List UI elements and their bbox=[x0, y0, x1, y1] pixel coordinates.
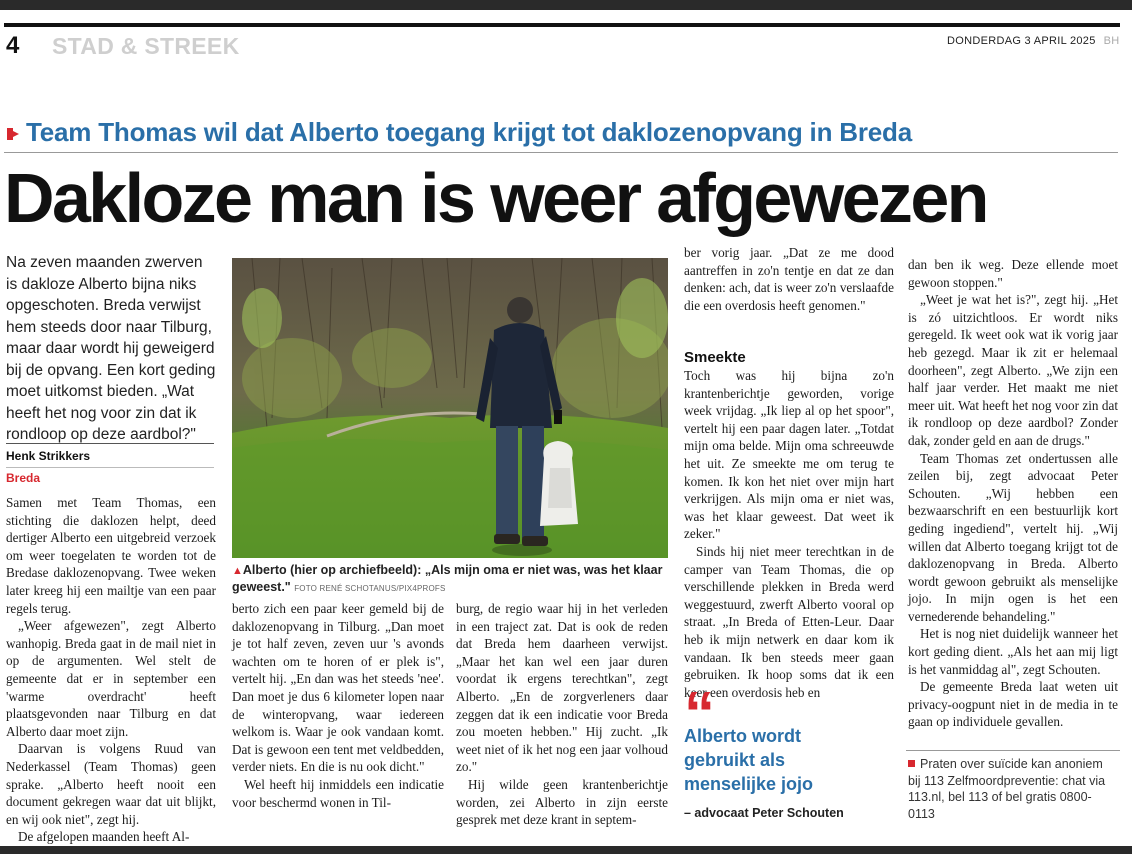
help-divider bbox=[906, 750, 1120, 751]
bullet-square-icon bbox=[908, 760, 915, 767]
caption-text: Alberto (hier op archiefbeeld): „Als mijn oma er niet was, was het klaar geweest." bbox=[232, 563, 663, 594]
byline-divider bbox=[6, 443, 214, 444]
paragraph: Wel heeft hij inmiddels een indicatie voor beschermd wonen in Til- bbox=[232, 776, 444, 810]
article-column-3 bbox=[456, 600, 668, 829]
header-rule bbox=[4, 23, 1120, 27]
page-number: 4 bbox=[6, 32, 20, 59]
paragraph: Daarvan is volgens Ruud van Nederkassel (Team Thomas) geen sprake. „Alberto heeft nooit een document gekregen waar dat uit blijkt, en wij ook niet", zegt hij. bbox=[6, 741, 216, 827]
intro-lead: Na zeven maanden zwerven is dakloze Alberto bijna niks opgeschoten. Breda verwijst hem steeds door naar Tilburg, maar daar wordt hij geweigerd bij de opvang. Een kort geding moet uitkomst bieden. „Wat heeft het nog voor zin dat ik rondloop op deze aardbol?" bbox=[6, 254, 216, 443]
bottom-border bbox=[0, 846, 1132, 854]
paragraph: Samen met Team Thomas, een stichting die daklozen helpt, deed dertiger Alberto een uitgebreid verzoek om weer toegelaten te worden tot de Bredase daklozenopvang. Twee weken later kreeg hij een mailtje van een paar regels terug. bbox=[6, 495, 216, 616]
paragraph: De gemeente Breda laat weten uit privacy-oogpunt niet in de media in te gaan op individuele gevallen. bbox=[908, 679, 1118, 730]
paragraph: burg, de regio waar hij in het verleden in een traject zat. Dat is ook de reden dat Breda hem daarheen verwijst. „Maar het kan wel een jaar duren voordat ik ergens terechtkan", zegt Alberto. „En de zorgverleners daar zeggen dat ik een indicatie voor Breda zou moeten hebben." Hij zucht. „Ik weet niet of ik het nog een jaar volhoud zo." bbox=[456, 601, 668, 775]
dateline-location: Breda bbox=[6, 471, 41, 485]
paragraph: Toch was hij bijna zo'n krantenberichtje geworden, vorige week vrijdag. „Ik liep al op het spoor", vertelt hij een paar dagen later. „Totdat mijn oma belde. Mijn oma schreeuwde het uit. Ze smeekte me om terug te komen. Ik kon het niet over mijn hart verkrijgen. Als mijn oma er niet was, was het klaar geweest. Dat weet ik zeker." bbox=[684, 368, 894, 542]
subhead: Smeekte bbox=[684, 349, 746, 366]
photo-caption bbox=[232, 562, 668, 597]
pull-quote: Alberto wordt gebruikt als menselijke jojo bbox=[684, 726, 814, 794]
article-column-1 bbox=[6, 494, 216, 846]
paragraph: berto zich een paar keer gemeld bij de daklozenopvang in Tilburg. „Dan moet je tot half zeven, zeven uur 's avonds wachten om te horen of er plek is", vertelt hij. „En dan was het steeds 'nee'. Dan moet je dus 6 kilometer lopen naar de winteropvang, waar iedereen welkom is. Waar je ook vandaan komt. Dat is gewoon een tent met veldbedden, verder niets. En die is nu ook dicht." bbox=[232, 601, 444, 775]
quote-mark-icon: “ bbox=[684, 680, 711, 749]
article-column-2 bbox=[232, 600, 444, 811]
top-border bbox=[0, 0, 1132, 10]
help-text: Praten over suïcide kan anoniem bij 113 Zelfmoordpreventie: chat via 113.nl, bel 113 of bel gratis 0800-0113 bbox=[908, 757, 1106, 821]
author-name: Henk Strikkers bbox=[6, 449, 91, 463]
paragraph: dan ben ik weg. Deze ellende moet gewoon stoppen." bbox=[908, 257, 1118, 290]
issue-date bbox=[947, 35, 1120, 47]
byline-divider-2 bbox=[6, 467, 214, 468]
kicker-arrow-icon bbox=[7, 128, 19, 140]
kicker: Team Thomas wil dat Alberto toegang krijgt tot daklozenopvang in Breda bbox=[26, 117, 912, 147]
suicide-prevention-note bbox=[908, 756, 1116, 822]
caption-triangle-icon: ▲ bbox=[232, 565, 243, 577]
paragraph: Hij wilde geen krantenberichtje worden, zei Alberto in zijn eerste gesprek met deze krant in septem- bbox=[456, 776, 668, 828]
kicker-divider bbox=[4, 152, 1118, 153]
article-column-5 bbox=[908, 256, 1118, 731]
article-column-4 bbox=[684, 367, 894, 701]
section-name: STAD & STREEK bbox=[52, 33, 240, 59]
paragraph: „Weet je wat het is?", zegt hij. „Het is zó uitzichtloos. Er wordt niks geregeld. Ik weet ook wat ik vorig jaar heb gezegd. Maar ik zit er helemaal doorheen", zegt Alberto. „We zijn een half jaar verder. Het maakt me niet meer uit. Wat heeft het nog voor zin dat ik rondloop op deze aardbol? Zonder dak, zonder geld en aan de drugs." bbox=[908, 292, 1118, 448]
date-text: DONDERDAG 3 APRIL 2025 bbox=[947, 35, 1096, 47]
headline: Dakloze man is weer afgewezen bbox=[4, 159, 987, 237]
article-photo bbox=[232, 258, 668, 558]
paragraph: „Weer afgewezen", zegt Alberto wanhopig. Breda gaat in de mail niet in op de argumenten. Wel stelt de gemeente dat er in september een 'warme overdracht' heeft plaatsgevonden naar Tilburg en dat Alberto daar moet zijn. bbox=[6, 618, 216, 739]
article-column-4-top bbox=[684, 244, 894, 314]
brand-mark: BH bbox=[1103, 35, 1120, 47]
paragraph: Team Thomas zet ondertussen alle zeilen bij, zegt advocaat Peter Schouten. „Wij hebben een bezwaarschrift en een bestuurlijk kort geding ingediend", vertelt hij. „Wij willen dat Alberto toegang krijgt tot de daklozenopvang in Breda. Alberto wordt gewoon gebruikt als menselijke jojo. In mijn ogen is het een vernederende behandeling." bbox=[908, 450, 1118, 624]
paragraph: ber vorig jaar. „Dat ze me dood aantreffen in zo'n tentje en dat ze dan denken: ach, dat is weer zo'n verslaafde die een overdosis heeft genomen." bbox=[684, 245, 894, 313]
paragraph: Sinds hij niet meer terechtkan in de camper van Team Thomas, die op verschillende plekken in Breda werd weggestuurd, zwerft Alberto vooral op straat. „In Breda of Etten-Leur. Daar heb ik mijn netwerk en daar kom ik vandaan. Ik ben steeds meer gaan gebruiken. Ik hoop soms dat ik een keer een overdosis heb en bbox=[684, 543, 894, 700]
photo-credit: FOTO RENÉ SCHOTANUS/PIX4PROFS bbox=[294, 584, 446, 593]
photo-man-walking bbox=[232, 258, 668, 558]
paragraph: De afgelopen maanden heeft Al- bbox=[18, 829, 190, 845]
paragraph: Het is nog niet duidelijk wanneer het kort geding dient. „Als het aan mij ligt is het vanmiddag al", zegt Schouten. bbox=[908, 626, 1118, 677]
pull-quote-attribution: – advocaat Peter Schouten bbox=[684, 806, 844, 820]
